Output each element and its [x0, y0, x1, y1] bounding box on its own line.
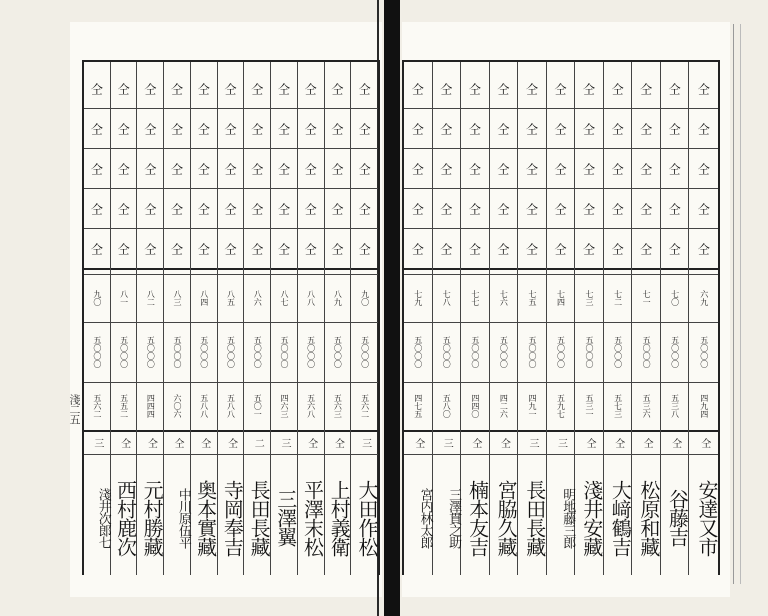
ditto-mark: 仝	[438, 122, 453, 134]
ditto-mark: 仝	[303, 242, 318, 254]
serial-number: 八一	[119, 290, 129, 306]
ditto-mark: 仝	[610, 82, 625, 94]
count-number: 四四〇	[470, 394, 480, 418]
ditto-mark: 仝	[552, 82, 567, 94]
serial-number: 七九	[413, 290, 423, 306]
right-entry-column	[575, 62, 604, 575]
count-number: 四四四	[146, 394, 156, 418]
ditto-mark: 仝	[169, 162, 184, 174]
rank-mark: 仝	[669, 437, 681, 447]
serial-number: 七六	[499, 290, 509, 306]
serial-number: 九〇	[92, 290, 102, 306]
amount: 五〇〇〇	[306, 336, 316, 368]
person-name: 奥本實藏	[193, 479, 218, 556]
amount: 五〇〇〇	[333, 336, 343, 368]
left-entry-column	[191, 62, 218, 575]
ditto-mark: 仝	[303, 162, 318, 174]
ditto-mark: 仝	[116, 242, 131, 254]
ditto-mark: 仝	[667, 202, 682, 214]
ditto-mark: 仝	[610, 202, 625, 214]
ditto-mark: 仝	[610, 162, 625, 174]
ditto-mark: 仝	[357, 162, 372, 174]
ditto-mark: 仝	[581, 202, 596, 214]
right-entry-column	[604, 62, 633, 575]
right-entry-column	[404, 62, 433, 575]
serial-number: 八八	[306, 290, 316, 306]
count-number: 六〇六	[173, 394, 183, 418]
ditto-mark: 仝	[196, 202, 211, 214]
ditto-mark: 仝	[552, 122, 567, 134]
ditto-mark: 仝	[142, 82, 157, 94]
ditto-mark: 仝	[329, 82, 344, 94]
count-number: 五八八	[226, 394, 236, 418]
amount: 五〇〇〇	[699, 336, 709, 368]
count-number: 四六三	[279, 394, 289, 418]
ditto-mark: 仝	[667, 242, 682, 254]
person-name: 上村義衛	[327, 479, 352, 556]
person-name: 平澤末松	[300, 479, 325, 556]
ditto-mark: 仝	[357, 82, 372, 94]
person-name: 三澤翼	[273, 489, 298, 546]
ditto-mark: 仝	[116, 162, 131, 174]
serial-number: 八六	[253, 290, 263, 306]
serial-number: 八二	[146, 290, 156, 306]
count-number: 五三八	[670, 394, 680, 418]
ditto-mark: 仝	[222, 202, 237, 214]
serial-number: 七三	[585, 290, 595, 306]
serial-number: 九〇	[360, 290, 370, 306]
left-entry-column	[244, 62, 271, 575]
rank-mark: 三	[359, 437, 371, 447]
count-number: 四七五	[413, 394, 423, 418]
left-entry-column	[298, 62, 325, 575]
count-number: 五五二	[119, 394, 129, 418]
ditto-mark: 仝	[357, 242, 372, 254]
right-entry-column	[632, 62, 661, 575]
rank-mark: 三	[441, 437, 453, 447]
ditto-mark: 仝	[303, 82, 318, 94]
rank-mark: 仝	[612, 437, 624, 447]
rank-mark: 三	[278, 437, 290, 447]
count-number: 四九一	[527, 394, 537, 418]
count-number: 四二六	[499, 394, 509, 418]
serial-number: 八四	[199, 290, 209, 306]
ditto-mark: 仝	[142, 122, 157, 134]
ditto-mark: 仝	[410, 202, 425, 214]
right-entry-column	[661, 62, 690, 575]
rank-mark: 仝	[172, 437, 184, 447]
ditto-mark: 仝	[524, 162, 539, 174]
ditto-mark: 仝	[196, 122, 211, 134]
ditto-mark: 仝	[329, 122, 344, 134]
count-number: 五九七	[556, 394, 566, 418]
amount: 五〇〇〇	[413, 336, 423, 368]
ditto-mark: 仝	[116, 82, 131, 94]
person-name: 松原和藏	[636, 479, 661, 556]
ditto-mark: 仝	[222, 242, 237, 254]
ditto-mark: 仝	[357, 202, 372, 214]
rank-mark: 仝	[698, 437, 710, 447]
right-entry-column	[461, 62, 490, 575]
amount: 五〇〇〇	[670, 336, 680, 368]
right-register-table	[402, 60, 720, 575]
count-number: 五八八	[199, 394, 209, 418]
amount: 五〇〇〇	[199, 336, 209, 368]
ditto-mark: 仝	[142, 202, 157, 214]
ditto-mark: 仝	[222, 162, 237, 174]
person-name: 宮内林太郎	[417, 487, 433, 548]
ditto-mark: 仝	[638, 162, 653, 174]
rank-mark: 仝	[118, 437, 130, 447]
amount: 五〇〇〇	[226, 336, 236, 368]
ditto-mark: 仝	[610, 122, 625, 134]
rank-mark: 仝	[498, 437, 510, 447]
count-number: 五六三	[333, 394, 343, 418]
count-number: 五六八	[306, 394, 316, 418]
binding-gutter	[384, 0, 400, 616]
rank-mark: 三	[526, 437, 538, 447]
rank-mark: 仝	[145, 437, 157, 447]
ditto-mark: 仝	[169, 122, 184, 134]
ditto-mark: 仝	[249, 202, 264, 214]
serial-number: 八九	[333, 290, 343, 306]
count-number: 五八〇	[442, 394, 452, 418]
ditto-mark: 仝	[329, 242, 344, 254]
ditto-mark: 仝	[438, 242, 453, 254]
ditto-mark: 仝	[467, 242, 482, 254]
rank-mark: 仝	[225, 437, 237, 447]
ditto-mark: 仝	[329, 202, 344, 214]
rank-mark: 仝	[469, 437, 481, 447]
ditto-mark: 仝	[249, 122, 264, 134]
ditto-mark: 仝	[638, 242, 653, 254]
person-name: 三澤貫之助	[446, 487, 462, 548]
ditto-mark: 仝	[495, 122, 510, 134]
person-name: 元村勝藏	[140, 479, 165, 556]
serial-number: 八七	[279, 290, 289, 306]
person-name: 長田長藏	[247, 479, 272, 556]
ditto-mark: 仝	[222, 82, 237, 94]
serial-number: 六九	[699, 290, 709, 306]
left-entry-column	[111, 62, 138, 575]
ditto-mark: 仝	[610, 242, 625, 254]
left-entry-column	[325, 62, 352, 575]
person-name: 宮脇久藏	[494, 479, 519, 556]
person-name: 大田作松	[354, 479, 379, 556]
ditto-mark: 仝	[303, 122, 318, 134]
ditto-mark: 仝	[169, 82, 184, 94]
rank-mark: 仝	[198, 437, 210, 447]
ditto-mark: 仝	[581, 242, 596, 254]
serial-number: 八三	[173, 290, 183, 306]
ditto-mark: 仝	[552, 242, 567, 254]
margin-note: 淺二五	[68, 394, 81, 424]
left-entry-column	[164, 62, 191, 575]
ditto-mark: 仝	[638, 82, 653, 94]
serial-number: 七八	[442, 290, 452, 306]
ditto-mark: 仝	[276, 82, 291, 94]
person-name: 西村鹿次	[113, 479, 138, 556]
amount: 五〇〇〇	[642, 336, 652, 368]
person-name: 長田長藏	[522, 479, 547, 556]
left-entry-column	[218, 62, 245, 575]
amount: 五〇〇〇	[119, 336, 129, 368]
left-entry-column	[84, 62, 111, 575]
ditto-mark: 仝	[524, 202, 539, 214]
rank-mark: 仝	[305, 437, 317, 447]
ditto-mark: 仝	[196, 162, 211, 174]
ditto-mark: 仝	[495, 162, 510, 174]
rank-mark: 仝	[584, 437, 596, 447]
left-entry-column	[137, 62, 164, 575]
right-entry-column	[518, 62, 547, 575]
right-entry-column	[547, 62, 576, 575]
rank-mark: 仝	[641, 437, 653, 447]
ditto-mark: 仝	[696, 162, 711, 174]
right-entry-column	[490, 62, 519, 575]
rank-mark: 仝	[412, 437, 424, 447]
amount: 五〇〇〇	[499, 336, 509, 368]
amount: 五〇〇〇	[556, 336, 566, 368]
ditto-mark: 仝	[169, 202, 184, 214]
serial-number: 七二	[613, 290, 623, 306]
person-name: 谷藤吉	[665, 489, 690, 546]
amount: 五〇〇〇	[253, 336, 263, 368]
right-entry-column	[433, 62, 462, 575]
amount: 五〇〇〇	[146, 336, 156, 368]
serial-number: 七五	[527, 290, 537, 306]
rank-mark: 三	[91, 437, 103, 447]
ditto-mark: 仝	[495, 242, 510, 254]
ditto-mark: 仝	[524, 82, 539, 94]
count-number: 五三一	[585, 394, 595, 418]
amount: 五〇〇〇	[527, 336, 537, 368]
amount: 五〇〇〇	[470, 336, 480, 368]
serial-number: 七一	[642, 290, 652, 306]
ditto-mark: 仝	[276, 202, 291, 214]
count-number: 五〇一	[253, 394, 263, 418]
amount: 五〇〇〇	[442, 336, 452, 368]
ditto-mark: 仝	[410, 242, 425, 254]
ditto-mark: 仝	[276, 242, 291, 254]
ditto-mark: 仝	[667, 82, 682, 94]
ditto-mark: 仝	[438, 82, 453, 94]
person-name: 寺岡奉吉	[220, 479, 245, 556]
ditto-mark: 仝	[410, 162, 425, 174]
ditto-mark: 仝	[696, 82, 711, 94]
ditto-mark: 仝	[276, 162, 291, 174]
ditto-mark: 仝	[667, 162, 682, 174]
count-number: 五六二	[360, 394, 370, 418]
page-edge	[733, 24, 741, 584]
ditto-mark: 仝	[581, 82, 596, 94]
ditto-mark: 仝	[142, 242, 157, 254]
count-number: 五七三	[613, 394, 623, 418]
ditto-mark: 仝	[495, 82, 510, 94]
ditto-mark: 仝	[495, 202, 510, 214]
count-number: 五六二	[92, 394, 102, 418]
ditto-mark: 仝	[196, 82, 211, 94]
ditto-mark: 仝	[142, 162, 157, 174]
ditto-mark: 仝	[169, 242, 184, 254]
ditto-mark: 仝	[249, 82, 264, 94]
ditto-mark: 仝	[89, 122, 104, 134]
ditto-mark: 仝	[667, 122, 682, 134]
amount: 五〇〇〇	[92, 336, 102, 368]
ditto-mark: 仝	[696, 122, 711, 134]
ditto-mark: 仝	[581, 162, 596, 174]
left-entry-column	[351, 62, 378, 575]
left-entry-column	[271, 62, 298, 575]
ditto-mark: 仝	[249, 242, 264, 254]
ditto-mark: 仝	[410, 82, 425, 94]
amount: 五〇〇〇	[613, 336, 623, 368]
ditto-mark: 仝	[410, 122, 425, 134]
ditto-mark: 仝	[524, 242, 539, 254]
ditto-mark: 仝	[696, 202, 711, 214]
ditto-mark: 仝	[467, 122, 482, 134]
amount: 五〇〇〇	[173, 336, 183, 368]
left-register-table	[82, 60, 380, 575]
ditto-mark: 仝	[116, 122, 131, 134]
serial-number: 七七	[470, 290, 480, 306]
serial-number: 七〇	[670, 290, 680, 306]
rank-mark: 二	[252, 437, 264, 447]
person-name: 淺井次郎七	[95, 487, 111, 548]
ditto-mark: 仝	[276, 122, 291, 134]
ditto-mark: 仝	[89, 242, 104, 254]
person-name: 中川原伍平	[175, 487, 191, 548]
ditto-mark: 仝	[638, 202, 653, 214]
amount: 五〇〇〇	[279, 336, 289, 368]
ditto-mark: 仝	[552, 202, 567, 214]
ditto-mark: 仝	[116, 202, 131, 214]
ditto-mark: 仝	[89, 162, 104, 174]
ditto-mark: 仝	[552, 162, 567, 174]
person-name: 淺井安藏	[579, 479, 604, 556]
person-name: 大﨑鶴吉	[608, 479, 633, 556]
person-name: 楠本友吉	[465, 479, 490, 556]
ditto-mark: 仝	[524, 122, 539, 134]
ditto-mark: 仝	[467, 202, 482, 214]
ditto-mark: 仝	[696, 242, 711, 254]
ditto-mark: 仝	[89, 202, 104, 214]
ditto-mark: 仝	[249, 162, 264, 174]
ditto-mark: 仝	[196, 242, 211, 254]
person-name: 明地藤三郎	[560, 487, 576, 548]
ditto-mark: 仝	[303, 202, 318, 214]
ditto-mark: 仝	[89, 82, 104, 94]
serial-number: 八五	[226, 290, 236, 306]
ditto-mark: 仝	[467, 82, 482, 94]
ditto-mark: 仝	[222, 122, 237, 134]
ditto-mark: 仝	[638, 122, 653, 134]
person-name: 安達又市	[694, 479, 719, 556]
amount: 五〇〇〇	[360, 336, 370, 368]
ditto-mark: 仝	[438, 202, 453, 214]
ditto-mark: 仝	[357, 122, 372, 134]
right-entry-column	[689, 62, 718, 575]
ditto-mark: 仝	[467, 162, 482, 174]
serial-number: 七四	[556, 290, 566, 306]
count-number: 四九四	[699, 394, 709, 418]
count-number: 五三六	[642, 394, 652, 418]
amount: 五〇〇〇	[585, 336, 595, 368]
rank-mark: 仝	[332, 437, 344, 447]
ditto-mark: 仝	[438, 162, 453, 174]
rank-mark: 三	[555, 437, 567, 447]
ditto-mark: 仝	[581, 122, 596, 134]
ditto-mark: 仝	[329, 162, 344, 174]
